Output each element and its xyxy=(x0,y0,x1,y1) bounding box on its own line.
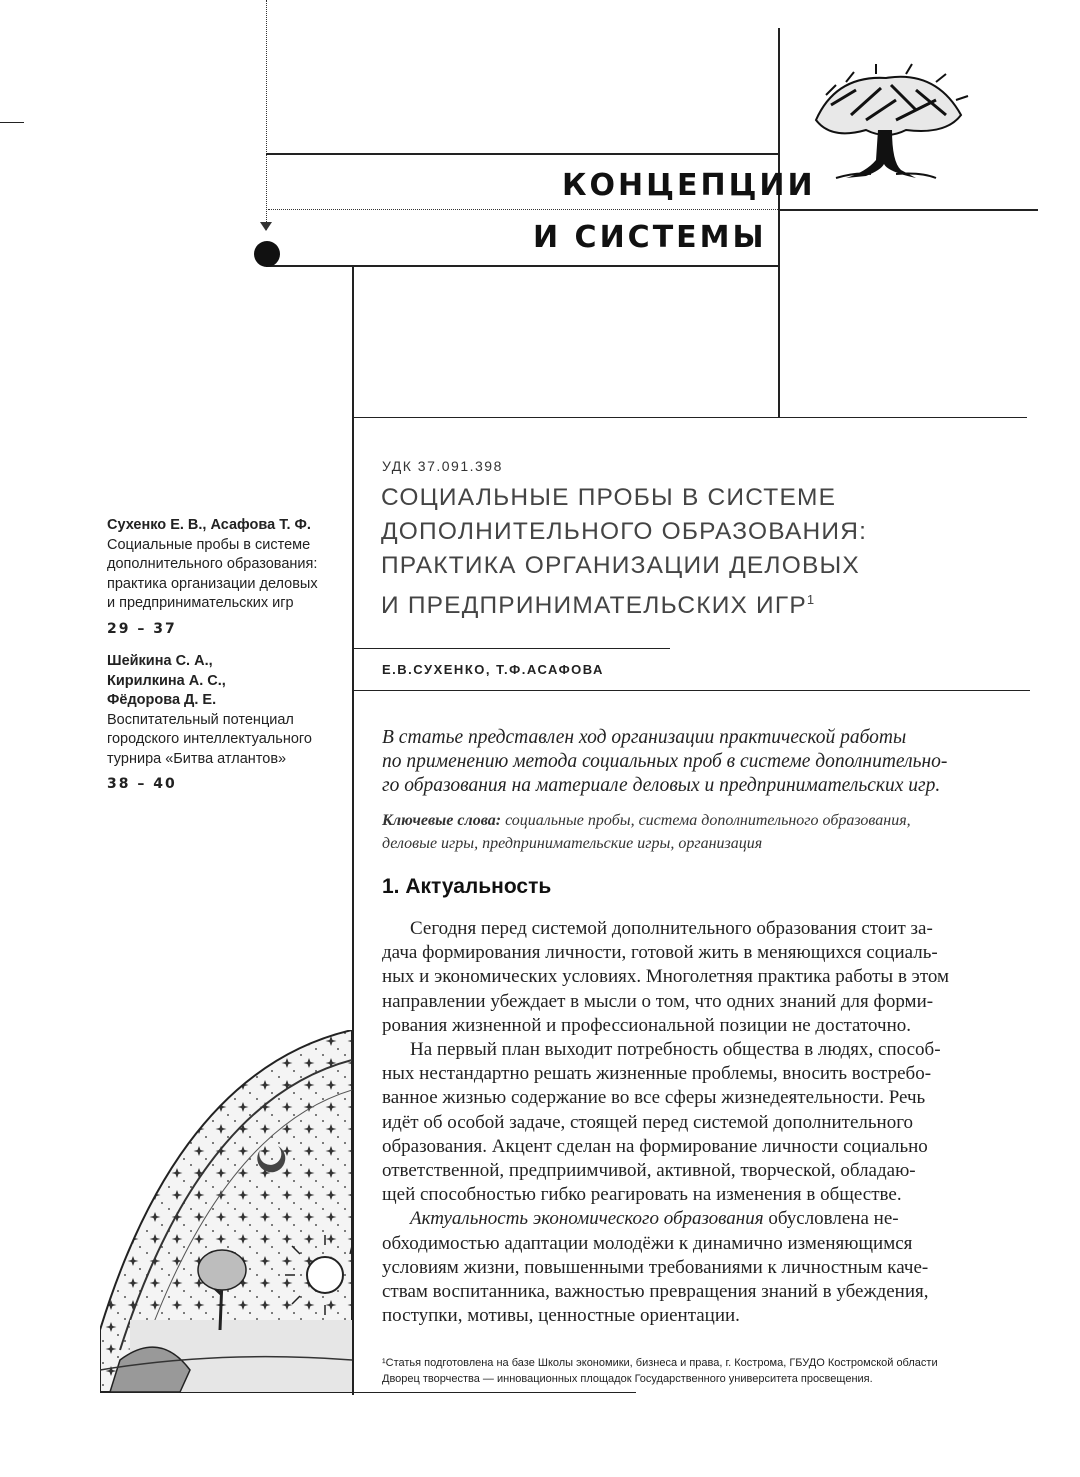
margin-tick xyxy=(0,122,24,123)
emphasis-text: Актуальность экономического образования xyxy=(410,1208,764,1230)
sidebar-title-line: Социальные пробы в системе xyxy=(107,536,311,553)
main-vertical-rule xyxy=(352,265,354,1395)
bullet-dot xyxy=(254,241,280,267)
article-title xyxy=(381,481,1001,623)
article-title-line: ПРАКТИКА ОРГАНИЗАЦИИ ДЕЛОВЫХ xyxy=(381,552,860,579)
text-line: щей способностью гибко реагировать на изменения в обществе. xyxy=(382,1184,902,1206)
sidebar-entry[interactable] xyxy=(107,516,347,639)
sidebar-pages: 29 – 37 xyxy=(107,620,177,637)
flammarion-engraving xyxy=(100,1030,352,1392)
section-heading: 1. Актуальность xyxy=(382,875,552,898)
arrow-down-icon xyxy=(260,222,272,232)
footnote-line: ¹Статья подготовлена на базе Школы экономики, бизнеса и права, г. Кострома, ГБУДО Костромской области xyxy=(382,1357,938,1369)
keywords-text: социальные пробы, система дополнительного образования, xyxy=(505,812,911,829)
text-fragment: обусловлена не- xyxy=(763,1208,899,1230)
header-vertical-rule xyxy=(778,28,780,418)
header-rule-dotted xyxy=(268,209,778,210)
text-line: условиям жизни, повышенными требованиями к личностным каче- xyxy=(382,1256,929,1278)
text-line: ответственной, предприимчивой, активной, творческой, обладаю- xyxy=(382,1160,916,1182)
sidebar-title-line: практика организации деловых xyxy=(107,575,318,592)
title-area-rule xyxy=(352,417,1027,418)
sidebar-title-line: дополнительного образования: xyxy=(107,556,318,572)
section-title-line1: КОНЦЕПЦИИ xyxy=(562,168,816,203)
text-line: поступки, мотивы, ценностные ориентации. xyxy=(382,1305,740,1327)
keywords-line: деловые игры, предпринимательские игры, организация xyxy=(382,835,763,852)
article-authors: Е.В.СУХЕНКО, Т.Ф.АСАФОВА xyxy=(382,662,604,677)
text-line: обходимостью адаптации молодёжи к динамично изменяющимся xyxy=(382,1232,913,1254)
text-line: ванное жизнью содержание во все сферы жизнедеятельности. Речь xyxy=(382,1087,926,1109)
text-line: ствам воспитанника, важностью превращения знаний в убеждения, xyxy=(382,1281,929,1303)
sidebar-pages: 38 – 40 xyxy=(107,776,177,792)
text-line xyxy=(382,1207,972,1231)
sidebar-title-line: городского интеллектуального xyxy=(107,731,312,747)
sidebar-author: Фёдорова Д. Е. xyxy=(107,692,217,708)
text-line: идёт об особой задаче, стоящей перед системой дополнительного xyxy=(382,1111,914,1133)
sidebar-entry[interactable] xyxy=(107,652,347,795)
footnote-marker: 1 xyxy=(806,592,816,607)
header-rule-right xyxy=(778,209,1038,211)
footnote-line: Дворец творчества — инновационных площадок Государственного университета просвещения. xyxy=(382,1373,873,1385)
abstract-line: по применению метода социальных проб в системе дополнительно- xyxy=(382,751,948,772)
sidebar-title-line: и предпринимательских игр xyxy=(107,595,294,611)
sidebar-authors: Сухенко Е. В., Асафова Т. Ф. xyxy=(107,517,311,533)
abstract-line: го образования на материале деловых и предпринимательских игр. xyxy=(382,775,941,796)
header-rule-top xyxy=(266,153,778,155)
tree-emblem-icon xyxy=(796,60,976,185)
text-line: ных нестандартно решать жизненные проблемы, вносить востребо- xyxy=(382,1063,932,1085)
text-line: рования жизненной и профессиональной позиции не достаточно. xyxy=(382,1014,912,1036)
header-rule-bottom xyxy=(266,265,778,267)
authors-underline xyxy=(352,690,1030,691)
text-line: образования. Акцент сделан на формирование личности социально xyxy=(382,1135,928,1157)
sidebar-title-line: турнира «Битва атлантов» xyxy=(107,750,287,767)
sidebar-author: Шейкина С. А., xyxy=(107,653,213,669)
paragraph xyxy=(382,1207,972,1328)
keywords xyxy=(382,809,982,855)
text-line: Сегодня перед системой дополнительного образования стоит за- xyxy=(410,918,933,939)
dotted-vertical-rule xyxy=(266,0,267,230)
text-line: направлении убеждает в мысли о том, что одних знаний для форми- xyxy=(382,990,934,1012)
article-title-line xyxy=(381,583,1001,623)
paragraph xyxy=(382,1038,972,1207)
text-line: дача формирования личности, готовой жить в меняющихся социаль- xyxy=(382,942,938,964)
article-title-line: ДОПОЛНИТЕЛЬНОГО ОБРАЗОВАНИЯ: xyxy=(381,518,868,545)
keywords-line xyxy=(382,809,982,832)
sidebar-author: Кирилкина А. С., xyxy=(107,672,226,689)
udk-code: УДК 37.091.398 xyxy=(382,458,503,474)
article-title-line: СОЦИАЛЬНЫЕ ПРОБЫ В СИСТЕМЕ xyxy=(381,484,837,511)
keywords-label: Ключевые слова: xyxy=(382,812,502,829)
footnote xyxy=(382,1355,982,1387)
sidebar-title-line: Воспитательный потенциал xyxy=(107,711,294,728)
text-line: ных и экономических условиях. Многолетняя практика работы в этом xyxy=(382,966,950,988)
footer-rule xyxy=(100,1392,636,1393)
text-line: На первый план выходит потребность общества в людях, способ- xyxy=(410,1039,941,1061)
title-underline xyxy=(352,648,670,649)
section-title-line2: И СИСТЕМЫ xyxy=(533,220,767,255)
paragraph xyxy=(382,917,972,1038)
abstract-line: В статье представлен ход организации практической работы xyxy=(382,727,907,748)
body-text xyxy=(382,917,972,1328)
article-title-text: И ПРЕДПРИНИМАТЕЛЬСКИХ ИГР xyxy=(381,592,807,620)
abstract xyxy=(382,726,982,798)
